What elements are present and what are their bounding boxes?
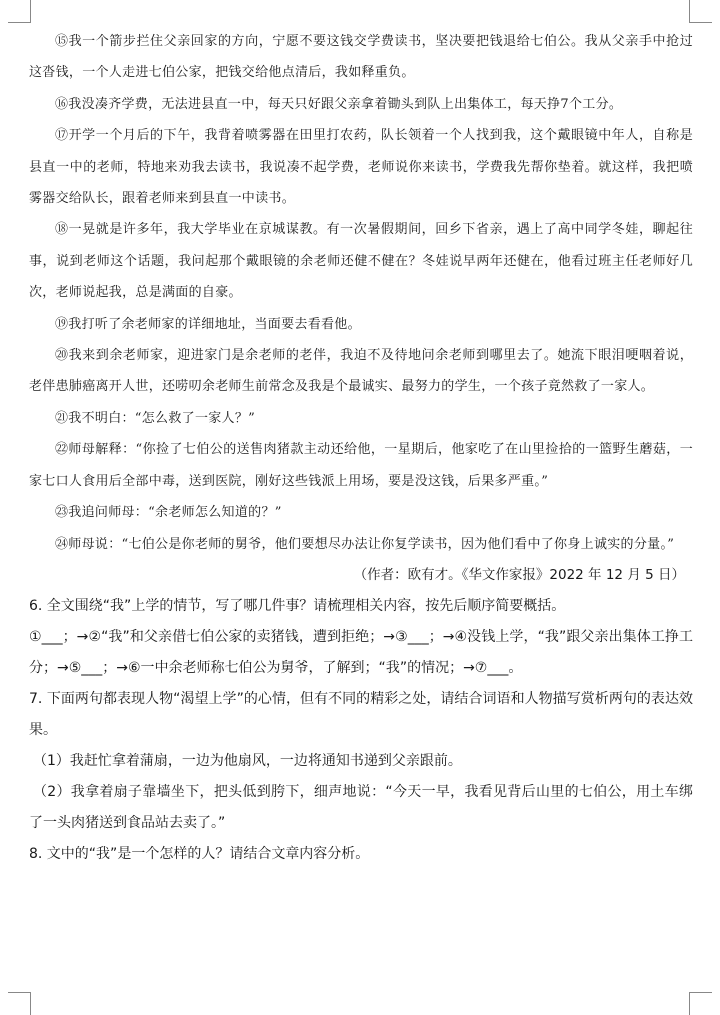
paragraph-23: ㉓我追问师母：“余老师怎么知道的？” (55, 505, 282, 521)
story-text (29, 26, 693, 560)
crop-mark-bottom-right (689, 992, 712, 1015)
question-6-steps: ①___；→②“我”和父亲借七伯公家的卖猪钱，遭到拒绝；→③___；→④没钱上学，“我”跟父亲出集体工挣工分；→⑤___；→⑥一中余老师称七伯公为舅爷，了解到；“我”的情况；→⑦___。 (29, 628, 693, 676)
paragraph-16: ⑯我没凑齐学费，无法进县直一中，每天只好跟父亲拿着锄头到队上出集体工，每天挣7个工分。 (55, 96, 623, 112)
source-citation: （作者：欧有才。《华文作家报》2022 年 12 月 5 日） (353, 566, 685, 583)
crop-mark-top-left (8, 0, 31, 23)
paragraph-22: ㉒师母解释：“你捡了七伯公的送售肉猪款主动还给他，一星期后，他家吃了在山里捡拾的一篮野生蘑菇，一家七口人食用后全部中毒，送到医院，刚好这些钱派上用场，要是没这钱，后果多严重。” (29, 442, 693, 489)
paragraph-20: ⑳我来到余老师家，迎进家门是余老师的老伴，我迫不及待地问余老师到哪里去了。她流下眼泪哽咽着说，老伴患肺癌离开人世，还唠叨余老师生前常念及我是个最诚实、最努力的学生，一个孩子竟然救了一家人。 (29, 348, 693, 395)
question-8-stem: 8. 文中的“我”是一个怎样的人？请结合文章内容分析。 (29, 845, 370, 862)
question-7-stem: 7. 下面两句都表现人物“渴望上学”的心情，但有不同的精彩之处，请结合词语和人物描写赏析两句的表达效果。 (29, 690, 693, 738)
paragraph-21: ㉑我不明白：“怎么救了一家人？” (55, 410, 256, 426)
document-page (29, 26, 693, 870)
questions-section (29, 591, 693, 870)
paragraph-15: ⑮我一个箭步拦住父亲回家的方向，宁愿不要这钱交学费读书，坚决要把钱退给七伯公。我从父亲手中抢过这沓钱，一个人走进七伯公家，把钱交给他点清后，我如释重负。 (29, 34, 693, 81)
question-7-item-2: （2）我拿着扇子靠墙坐下，把头低到胯下，细声地说：“今天一早，我看见背后山里的七伯公，用土车绑了一头肉猪送到食品站去卖了。” (29, 783, 693, 831)
paragraph-17: ⑰开学一个月后的下午，我背着喷雾器在田里打农药，队长领着一个人找到我，这个戴眼镜中年人，自称是县直一中的老师，特地来劝我去读书，我说凑不起学费，老师说你来读书，学费我先帮你垫着。就这样，我把喷雾器交给队长，跟着老师来到县直一中读书。 (29, 128, 693, 207)
crop-mark-bottom-left (8, 992, 31, 1015)
paragraph-19: ⑲我打听了余老师家的详细地址，当面要去看看他。 (55, 316, 361, 332)
question-6-stem: 6. 全文围绕“我”上学的情节，写了哪几件事？请梳理相关内容，按先后顺序简要概括。 (29, 597, 566, 614)
paragraph-18: ⑱一晃就是许多年，我大学毕业在京城谋教。有一次暑假期间，回乡下省亲，遇上了高中同学冬娃，聊起往事，说到老师这个话题，我问起那个戴眼镜的余老师还健不健在？冬娃说早两年还健在，他看过班主任老师好几次，老师说起我，总是满面的自豪。 (29, 222, 693, 301)
paragraph-24: ㉔师母说：“七伯公是你老师的舅爷，他们要想尽办法让你复学读书，因为他们看中了你身上诚实的分量。” (55, 536, 675, 552)
crop-mark-top-right (689, 0, 712, 23)
question-7-item-1: （1）我赶忙拿着蒲扇，一边为他扇风，一边将通知书递到父亲跟前。 (33, 752, 462, 769)
